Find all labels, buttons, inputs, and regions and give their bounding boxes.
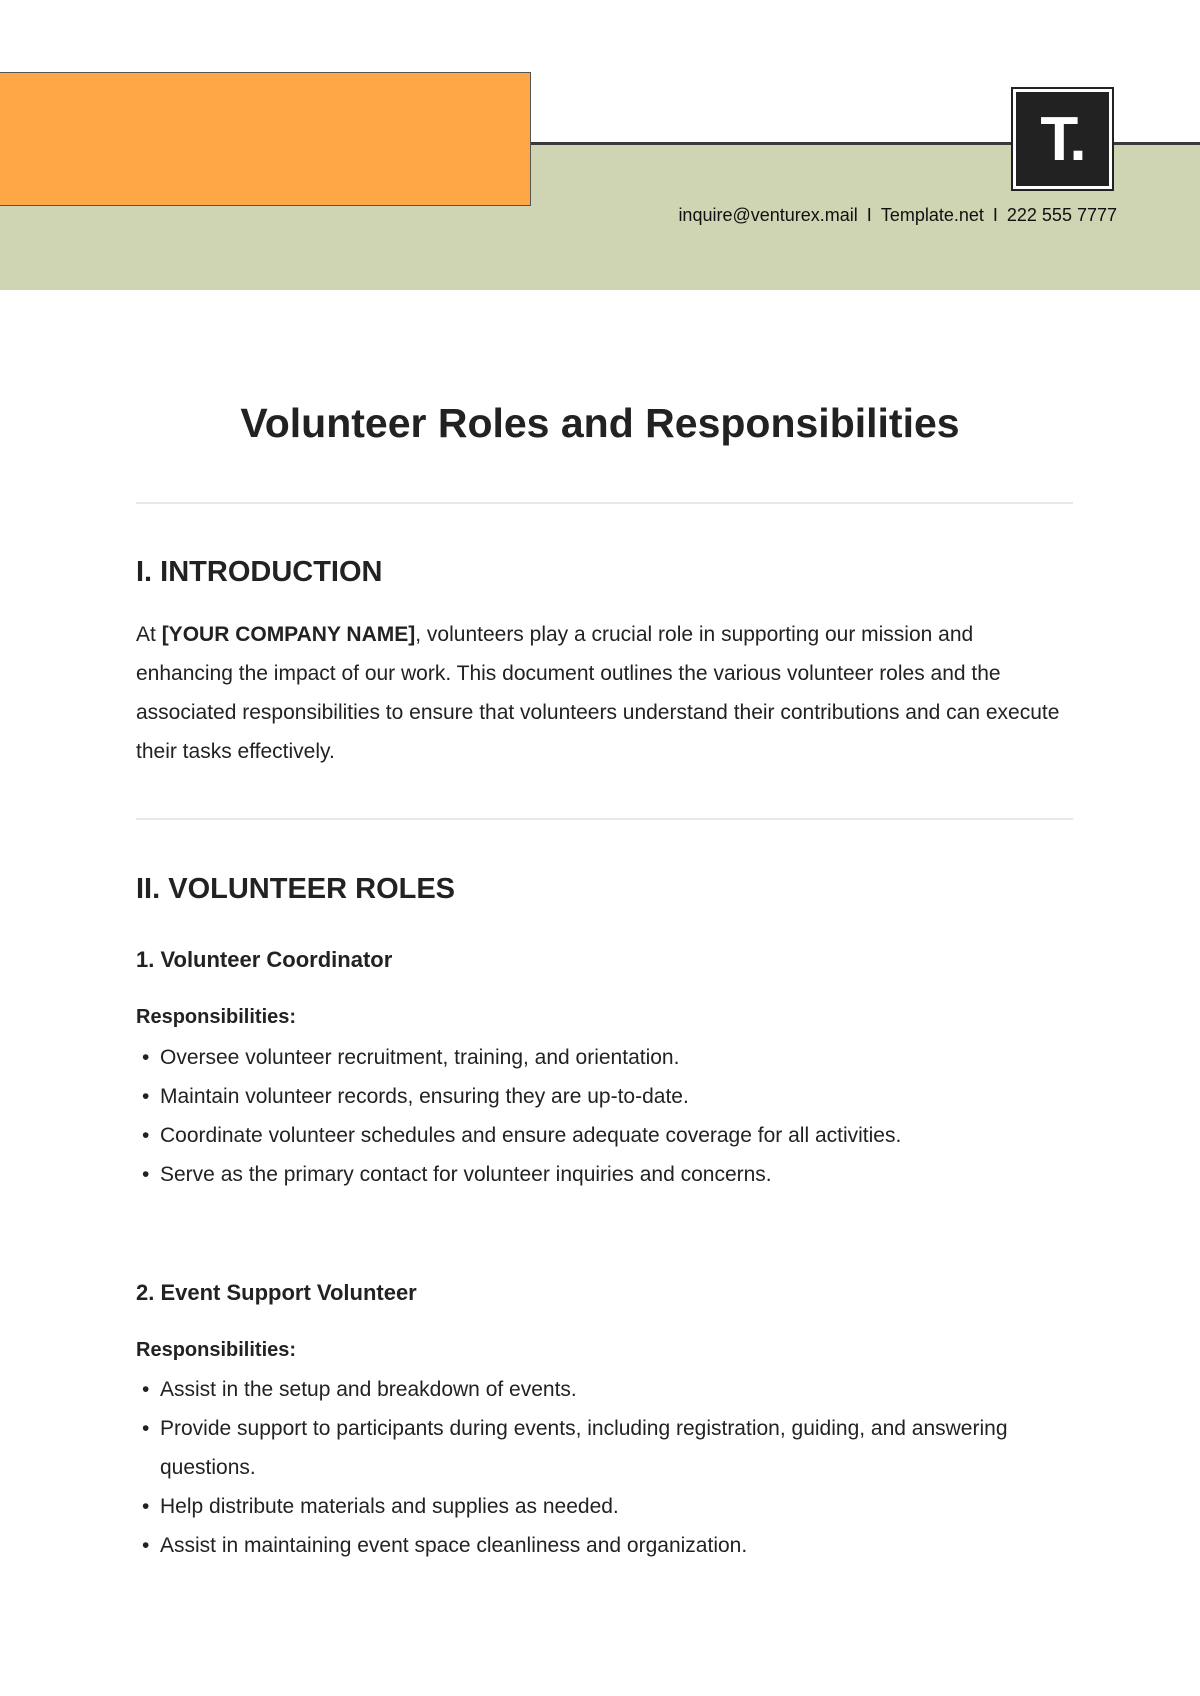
section-heading-roles: II. VOLUNTEER ROLES xyxy=(136,873,456,905)
contact-email: inquire@venturex.mail xyxy=(678,205,858,225)
logo xyxy=(1011,87,1114,191)
intro-text: , volunteers play a crucial role in supporting our mission and enhancing the impact of our work. This document outlines the various volunteer roles and the associated responsibilities to ensure that volunteers understand their contributions and can execute their tasks effectively. xyxy=(136,623,1060,763)
intro-lead: At xyxy=(136,623,162,646)
separator: I xyxy=(992,205,998,225)
role-title: 2. Event Support Volunteer xyxy=(136,1280,417,1305)
list-item: • Help distribute materials and supplies as needed. xyxy=(136,1487,1036,1526)
responsibilities-list xyxy=(136,1038,1073,1194)
intro-paragraph xyxy=(136,615,1073,771)
responsibilities-list xyxy=(136,1370,1036,1565)
divider xyxy=(136,502,1073,504)
company-name: [YOUR COMPANY NAME] xyxy=(161,623,416,646)
list-item: • Coordinate volunteer schedules and ensure adequate coverage for all activities. xyxy=(136,1116,1073,1155)
separator: I xyxy=(866,205,872,225)
logo-mark: T. xyxy=(1016,92,1109,186)
contact-website: Template.net xyxy=(880,205,984,225)
page-title: Volunteer Roles and Responsibilities xyxy=(240,400,960,446)
list-item: • Assist in maintaining event space cleanliness and organization. xyxy=(136,1526,1036,1565)
section-heading-introduction: I. INTRODUCTION xyxy=(136,556,383,588)
role-title: 1. Volunteer Coordinator xyxy=(136,947,393,972)
responsibilities-label: Responsibilities: xyxy=(136,1006,297,1028)
header-orange-block xyxy=(0,72,531,206)
list-item: • Provide support to participants during events, including registration, guiding, and answering questions. xyxy=(136,1409,1036,1487)
contact-line xyxy=(678,205,1117,226)
list-item: • Maintain volunteer records, ensuring they are up-to-date. xyxy=(136,1077,1073,1116)
list-item: • Assist in the setup and breakdown of events. xyxy=(136,1370,1036,1409)
list-item: • Oversee volunteer recruitment, training, and orientation. xyxy=(136,1038,1073,1077)
list-item: • Serve as the primary contact for volunteer inquiries and concerns. xyxy=(136,1155,1073,1194)
divider xyxy=(136,818,1073,820)
responsibilities-label: Responsibilities: xyxy=(136,1339,297,1361)
contact-phone: 222 555 7777 xyxy=(1006,205,1117,225)
